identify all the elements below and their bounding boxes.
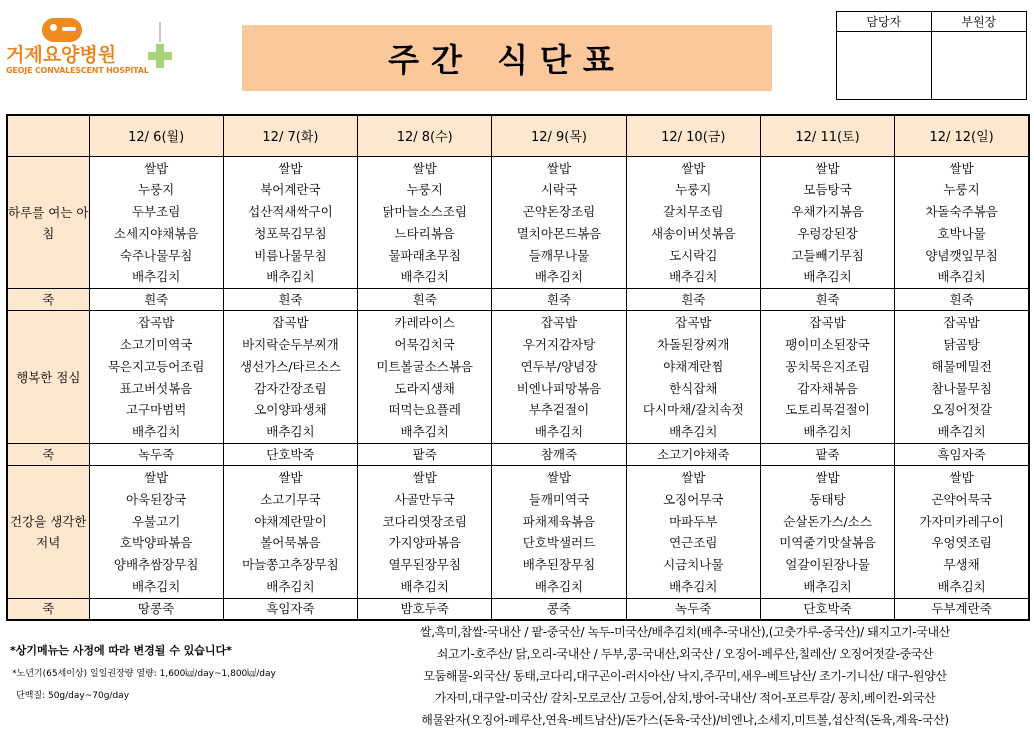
dinner-menu-cell <box>358 466 492 599</box>
menu-item: 배추김치 <box>937 424 986 440</box>
menu-item: 잡곡밥 <box>138 315 175 331</box>
menu-item: 배추김치 <box>803 424 852 440</box>
day-header: 12/ 12(일) <box>895 115 1029 156</box>
menu-item: 우거지감자탕 <box>522 337 596 353</box>
menu-item: 오징어젓갈 <box>931 402 992 418</box>
menu-item: 물파래초무침 <box>388 247 461 263</box>
porridge-cell: 밤호두죽 <box>358 598 492 620</box>
menu-item: 감자채볶음 <box>797 380 858 396</box>
menu-item: 쌀밥 <box>949 470 974 486</box>
menu-item: 배추김치 <box>131 269 181 285</box>
menu-item: 도토리묵겉절이 <box>785 402 870 418</box>
menu-item: 순살돈가스/소스 <box>783 513 872 529</box>
menu-item: 쌀밥 <box>681 160 706 176</box>
dinner-menu-cell <box>760 466 894 599</box>
menu-item: 배추김치 <box>534 579 584 595</box>
menu-item: 팽이미소된장국 <box>785 337 870 353</box>
porridge-cell: 땅콩죽 <box>89 598 223 620</box>
porridge-cell: 팥죽 <box>760 444 894 466</box>
energy-recommendation: *노년기(65세이상) 일일권장량 열량: 1,600㎉/day~1,800㎉/day <box>12 669 276 679</box>
menu-item: 우렁강된장 <box>797 225 858 241</box>
lunch-menu-cell <box>895 311 1029 444</box>
menu-item: 고들빼기무침 <box>791 247 864 263</box>
menu-item: 우불고기 <box>131 513 181 529</box>
menu-item: 열무된장무침 <box>388 557 461 573</box>
day-header: 12/ 9(목) <box>492 115 626 156</box>
origin-line: 쇠고기-호주산/ 닭,오리-국내산 / 두부,콩-국내산,외국산 / 오징어-페루산,칠레산/ 오징어젓갈-중국산 <box>436 647 934 661</box>
menu-item: 잡곡밥 <box>943 315 980 331</box>
breakfast-menu-cell <box>760 156 894 289</box>
porridge-cell: 흰죽 <box>895 289 1029 311</box>
lunch-menu-cell <box>223 311 357 444</box>
menu-item: 동태탕 <box>809 491 846 507</box>
lunch-menu-cell <box>492 311 626 444</box>
menu-item: 떠먹는요플레 <box>388 402 461 418</box>
hospital-logo <box>6 16 176 86</box>
menu-item: 가지양파볶음 <box>388 535 461 551</box>
menu-item: 배추김치 <box>131 579 181 595</box>
breakfast-menu-cell <box>358 156 492 289</box>
menu-item: 오이양파생채 <box>254 402 327 418</box>
menu-item: 들깨미역국 <box>528 491 590 507</box>
menu-item: 소고기무국 <box>260 491 321 507</box>
menu-item: 쌀밥 <box>815 470 840 486</box>
dinner-menu-cell <box>223 466 357 599</box>
day-header: 12/ 7(화) <box>223 115 357 156</box>
origin-line: 쌀,흑미,찹쌀-국내산 / 팥-중국산/ 녹두-미국산/배추김치(배추-국내산),(고춧가루-중국산)/ 돼지고기-국내산 <box>420 625 950 639</box>
day-header: 12/ 6(월) <box>89 115 223 156</box>
porridge-cell: 흑임자죽 <box>223 598 357 620</box>
breakfast-menu-cell <box>895 156 1029 289</box>
menu-item: 곤약어묵국 <box>931 491 992 507</box>
menu-item: 쌀밥 <box>144 160 169 176</box>
menu-item: 북어계란국 <box>260 182 321 198</box>
dinner-menu-cell <box>89 466 223 599</box>
menu-item: 부추겉절이 <box>528 402 590 418</box>
porridge-cell: 콩죽 <box>492 598 626 620</box>
menu-item: 배추김치 <box>131 424 181 440</box>
porridge-cell: 소고기야채죽 <box>626 444 760 466</box>
approval-header-staff: 담당자 <box>837 12 932 32</box>
menu-item: 두부조림 <box>131 204 181 220</box>
dinner-label: 건강을 생각한 저녁 <box>7 466 89 599</box>
menu-item: 배추김치 <box>803 269 852 285</box>
porridge-label: 죽 <box>7 598 89 620</box>
menu-item: 표고버섯볶음 <box>119 380 193 396</box>
menu-item: 비엔나피망볶음 <box>516 380 602 396</box>
menu-item: 비름나물무침 <box>254 247 327 263</box>
menu-item: 미역줄기맛살볶음 <box>779 535 876 551</box>
change-notice: *상기메뉴는 사정에 따라 변경될 수 있습니다* <box>10 644 232 657</box>
menu-item: 오징어무국 <box>663 491 724 507</box>
lunch-menu-cell <box>626 311 760 444</box>
menu-item: 생선가스/타르소스 <box>240 358 341 374</box>
menu-item: 무생채 <box>943 557 980 573</box>
breakfast-menu-cell <box>626 156 760 289</box>
menu-item: 연두부/양념장 <box>520 358 598 374</box>
menu-item: 배추김치 <box>937 269 986 285</box>
menu-item: 한식잡채 <box>669 380 718 396</box>
menu-item: 쌀밥 <box>546 470 572 486</box>
lunch-menu-cell <box>358 311 492 444</box>
lunch-menu-cell <box>89 311 223 444</box>
weekly-menu-table <box>6 114 1030 621</box>
menu-item: 잡곡밥 <box>675 315 712 331</box>
dinner-porridge-row <box>7 598 1029 620</box>
corner-cell <box>7 115 89 156</box>
origin-info <box>340 621 1030 731</box>
porridge-cell: 녹두죽 <box>89 444 223 466</box>
menu-item: 닭곰탕 <box>943 337 980 353</box>
menu-item: 카레라이스 <box>394 315 455 331</box>
porridge-cell: 흰죽 <box>358 289 492 311</box>
menu-item: 감자간장조림 <box>254 380 327 396</box>
menu-item: 배추김치 <box>266 579 315 595</box>
menu-item: 야채계란말이 <box>254 513 327 529</box>
menu-item: 청포묵김무침 <box>254 225 327 241</box>
origin-line: 가자미,대구알-미국산/ 갈치-모로코산/ 고등어,삼치,방어-국내산/ 적어-포르투갈/ 꽁치,베이컨-외국산 <box>434 691 936 705</box>
approval-header-vice-director: 부원장 <box>932 12 1027 32</box>
day-header-row <box>7 115 1029 156</box>
menu-item: 차돌숙주볶음 <box>925 204 998 220</box>
menu-item: 해물메밀전 <box>931 358 992 374</box>
dinner-menu-cell <box>492 466 626 599</box>
menu-item: 누룽지 <box>138 182 175 198</box>
porridge-cell: 흰죽 <box>89 289 223 311</box>
menu-item: 양념깻잎무침 <box>925 247 998 263</box>
menu-item: 소고기미역국 <box>119 337 193 353</box>
menu-item: 쌀밥 <box>681 470 706 486</box>
menu-item: 갈치무조림 <box>663 204 724 220</box>
menu-item: 쌀밥 <box>278 470 303 486</box>
breakfast-row <box>7 156 1029 289</box>
menu-item: 우채가지볶음 <box>791 204 864 220</box>
day-header: 12/ 11(토) <box>760 115 894 156</box>
menu-item: 들깨무나물 <box>528 247 590 263</box>
lunch-label: 행복한 점심 <box>7 311 89 444</box>
menu-item: 도라지생채 <box>394 380 455 396</box>
menu-item: 쌀밥 <box>412 160 437 176</box>
logo-mark-icon <box>42 18 82 42</box>
menu-item: 양배추쌈장무침 <box>113 557 199 573</box>
porridge-cell: 흰죽 <box>760 289 894 311</box>
menu-item: 묵은지고등어조림 <box>107 358 205 374</box>
menu-item: 마파두부 <box>669 513 718 529</box>
menu-item: 쌀밥 <box>412 470 437 486</box>
menu-item: 누룽지 <box>406 182 443 198</box>
menu-item: 누룽지 <box>675 182 712 198</box>
menu-item: 배추김치 <box>803 579 852 595</box>
menu-item: 바지락순두부찌개 <box>242 337 339 353</box>
menu-item: 잡곡밥 <box>809 315 846 331</box>
porridge-cell: 두부계란죽 <box>895 598 1029 620</box>
menu-item: 차돌된장찌개 <box>657 337 730 353</box>
menu-item: 소세지야채볶음 <box>113 225 199 241</box>
menu-item: 배추김치 <box>266 269 315 285</box>
menu-item: 고구마범벅 <box>125 402 187 418</box>
menu-item: 우엉엿조림 <box>931 535 992 551</box>
porridge-cell: 단호박죽 <box>760 598 894 620</box>
day-header: 12/ 10(금) <box>626 115 760 156</box>
breakfast-menu-cell <box>89 156 223 289</box>
porridge-cell: 흰죽 <box>626 289 760 311</box>
porridge-cell: 단호박죽 <box>223 444 357 466</box>
menu-item: 도시락김 <box>669 247 718 263</box>
lunch-menu-cell <box>760 311 894 444</box>
menu-item: 쌀밥 <box>144 470 169 486</box>
menu-item: 야채계란찜 <box>663 358 724 374</box>
menu-item: 배추김치 <box>400 269 449 285</box>
menu-item: 멸치아몬드볶음 <box>516 225 602 241</box>
menu-item: 볼어묵볶음 <box>260 535 321 551</box>
lunch-row <box>7 311 1029 444</box>
menu-item: 다시마채/갈치속젓 <box>642 402 744 418</box>
porridge-label: 죽 <box>7 444 89 466</box>
menu-item: 숙주나물무침 <box>119 247 193 263</box>
breakfast-menu-cell <box>223 156 357 289</box>
menu-item: 단호박샐러드 <box>522 535 596 551</box>
breakfast-porridge-row <box>7 289 1029 311</box>
menu-item: 참나물무침 <box>931 380 992 396</box>
lunch-porridge-row <box>7 444 1029 466</box>
menu-item: 닭마늘소스조림 <box>382 204 467 220</box>
porridge-cell: 녹두죽 <box>626 598 760 620</box>
menu-item: 잡곡밥 <box>540 315 578 331</box>
menu-item: 섭산적새싹구이 <box>248 204 333 220</box>
title-banner <box>242 25 772 91</box>
menu-item: 느타리볶음 <box>394 225 455 241</box>
porridge-label: 죽 <box>7 289 89 311</box>
menu-item: 쌀밥 <box>949 160 974 176</box>
menu-item: 곤약돈장조림 <box>522 204 596 220</box>
menu-item: 사골만두국 <box>394 491 455 507</box>
menu-item: 마늘쫑고추장무침 <box>242 557 339 573</box>
day-header: 12/ 8(수) <box>358 115 492 156</box>
medical-cross-icon <box>146 22 174 84</box>
menu-item: 새송이버섯볶음 <box>651 225 736 241</box>
menu-item: 배추김치 <box>400 579 449 595</box>
menu-item: 파채제육볶음 <box>522 513 596 529</box>
logo-name-en: GEOJE CONVALESCENT HOSPITAL <box>6 66 149 75</box>
porridge-cell: 팥죽 <box>358 444 492 466</box>
dinner-menu-cell <box>895 466 1029 599</box>
porridge-cell: 흑임자죽 <box>895 444 1029 466</box>
menu-item: 미트볼굴소스볶음 <box>376 358 473 374</box>
menu-item: 아욱된장국 <box>125 491 187 507</box>
menu-item: 배추김치 <box>669 579 718 595</box>
menu-item: 호박나물 <box>937 225 986 241</box>
breakfast-label: 하루를 여는 아침 <box>7 156 89 289</box>
menu-item: 배추김치 <box>669 269 718 285</box>
menu-item: 시금치나물 <box>663 557 724 573</box>
menu-item: 잡곡밥 <box>272 315 309 331</box>
approval-sign-vice-director[interactable] <box>932 32 1027 99</box>
menu-item: 배추김치 <box>400 424 449 440</box>
menu-item: 배추김치 <box>534 424 584 440</box>
breakfast-menu-cell <box>492 156 626 289</box>
menu-item: 얼갈이된장나물 <box>785 557 870 573</box>
approval-box <box>836 11 1027 100</box>
menu-item: 어묵김치국 <box>394 337 455 353</box>
origin-line: 해물완자(오징어-페루산,연육-베트남산)/돈가스(돈육-국산)/비엔나,소세지,미트볼,섭산적(돈육,계육-국산) <box>421 713 949 727</box>
menu-item: 배추김치 <box>266 424 315 440</box>
menu-item: 쌀밥 <box>546 160 572 176</box>
menu-item: 쌀밥 <box>278 160 303 176</box>
menu-item: 배추김치 <box>669 424 718 440</box>
porridge-cell: 흰죽 <box>223 289 357 311</box>
menu-item: 배추된장무침 <box>522 557 596 573</box>
menu-item: 모듬탕국 <box>803 182 852 198</box>
menu-item: 시락국 <box>540 182 578 198</box>
menu-item: 쌀밥 <box>815 160 840 176</box>
porridge-cell: 참깨죽 <box>492 444 626 466</box>
porridge-cell: 흰죽 <box>492 289 626 311</box>
approval-sign-staff[interactable] <box>837 32 932 99</box>
menu-item: 호박양파볶음 <box>119 535 193 551</box>
menu-item: 배추김치 <box>937 579 986 595</box>
dinner-row <box>7 466 1029 599</box>
dinner-menu-cell <box>626 466 760 599</box>
menu-item: 배추김치 <box>534 269 584 285</box>
menu-item: 코다리엿장조림 <box>382 513 467 529</box>
page-title: 주간 식단표 <box>388 41 626 79</box>
origin-line: 모둠해물-외국산/ 동태,코다리,대구곤이-러시아산/ 낙지,주꾸미,새우-베트남산/ 조기-기니산/ 대구-원양산 <box>423 669 947 683</box>
menu-item: 꽁치묵은지조림 <box>785 358 870 374</box>
menu-item: 누룽지 <box>943 182 980 198</box>
protein-recommendation: 단백질: 50g/day~70g/day <box>16 691 130 701</box>
menu-item: 연근조림 <box>669 535 718 551</box>
logo-name-ko: 거제요양병원 <box>6 44 117 66</box>
menu-item: 가자미카레구이 <box>919 513 1004 529</box>
